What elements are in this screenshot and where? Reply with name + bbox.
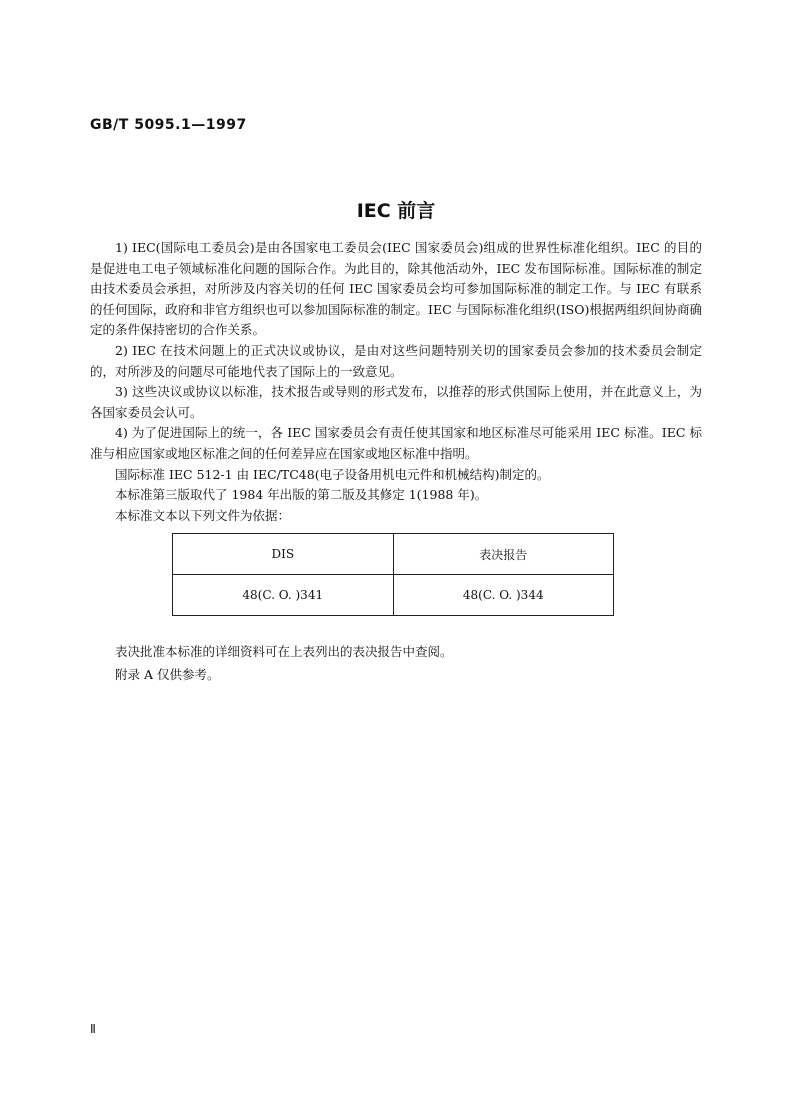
- paragraph: 附录 A 仅供参考。: [115, 667, 220, 682]
- standard-number: GB/T 5095.1—1997: [90, 117, 247, 133]
- body-text: [90, 238, 702, 526]
- paragraph: 本标准第三版取代了 1984 年出版的第二版及其修定 1(1988 年)。: [115, 487, 488, 503]
- table-cell: 48(C. O. )341: [173, 575, 394, 616]
- table-cell: 48(C. O. )344: [393, 575, 614, 616]
- page-title: IEC 前言: [356, 200, 436, 222]
- paragraph: 3) 这些决议或协议以标准，技术报告或导则的形式发布，以推荐的形式供国际上使用，并在此意义上，为各国家委员会认可。: [90, 384, 702, 420]
- paragraph: 国际标准 IEC 512-1 由 IEC/TC48(电子设备用机电元件和机械结构)制定的。: [115, 466, 550, 482]
- paragraph: 4) 为了促进国际上的统一，各 IEC 国家委员会有责任使其国家和地区标准尽可能采用 IEC 标准。IEC 标准与相应国家或地区标准之间的任何差异应在国家或地区标准中指明。: [90, 425, 702, 461]
- table-header-cell: DIS: [173, 534, 394, 575]
- paragraph: 表决批准本标准的详细资料可在上表列出的表决报告中查阅。: [115, 644, 453, 659]
- page-number: Ⅱ: [90, 1022, 96, 1036]
- table-header-cell: 表决报告: [393, 534, 614, 575]
- closing-text: [90, 640, 702, 686]
- table-header-row: [173, 534, 614, 575]
- table-row: [173, 575, 614, 616]
- document-basis-table: [172, 533, 614, 616]
- paragraph: 2) IEC 在技术问题上的正式决议或协议，是由对这些问题特别关切的国家委员会参加的技术委员会制定的，对所涉及的问题尽可能地代表了国际上的一致意见。: [90, 342, 702, 379]
- paragraph: 本标准文本以下列文件为依据：: [115, 507, 291, 523]
- paragraph: 1) IEC(国际电工委员会)是由各国家电工委员会(IEC 国家委员会)组成的世界性标准化组织。IEC 的目的是促进电工电子领域标准化问题的国际合作。为此目的，除其他活动外，IEC 发布国际标准。国际标准的制定由技术委员会承担，对所涉及内容关切的任何 IEC 国家委员会均可参加国际标准的制定工作。与 IEC 有联系的任何国际，政府和非官方组织也可以参加国际标准的制定。IEC 与国际标准化组织(ISO)根据两组织间协商确定的条件保持密切的合作关系。: [90, 240, 702, 338]
